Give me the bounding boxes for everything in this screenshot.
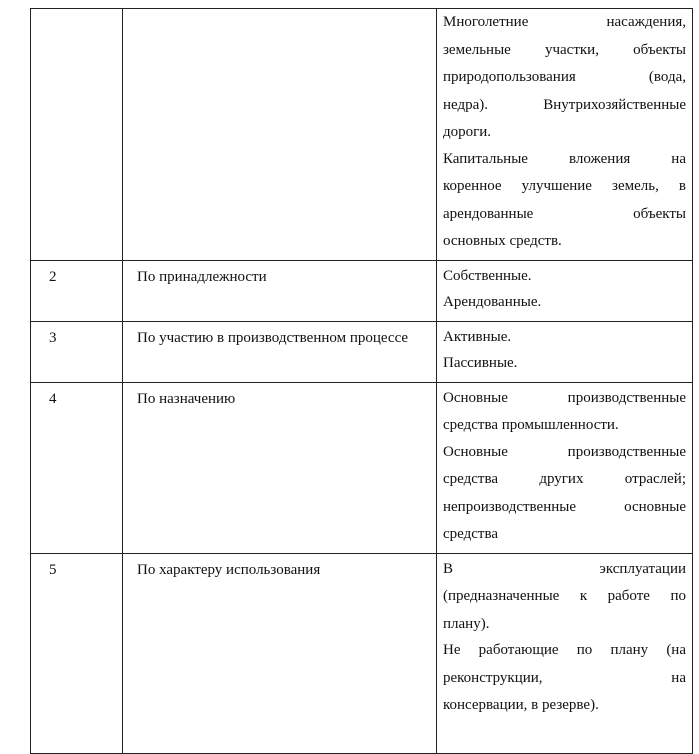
paragraph (443, 324, 686, 352)
text-line: природопользования (вода, (443, 69, 686, 85)
text-line: Не работающие по плану (на (443, 642, 686, 658)
text-line: (предназначенные к работе по (443, 588, 686, 604)
text-line: Основные производственные (443, 443, 686, 460)
text-line: плану). (443, 615, 490, 632)
text-line: средства промышленности. (443, 417, 619, 433)
text-line: средства (443, 526, 499, 542)
text-line: арендованные объекты (443, 205, 686, 222)
types-cell (437, 9, 693, 261)
paragraph (443, 385, 686, 440)
text-line: Арендованные. (443, 294, 542, 310)
text-line: В эксплуатации (443, 560, 686, 577)
table-row (31, 382, 693, 553)
text-line: недра). Внутрихозяйственные (443, 96, 686, 113)
types-cell (437, 382, 693, 553)
text-line: Собственные. (443, 267, 532, 284)
criterion-cell: По характеру использования (123, 553, 437, 753)
row-number-cell: 2 (31, 260, 123, 321)
paragraph (443, 289, 686, 317)
text-line: основных средств. (443, 233, 562, 249)
paragraph (443, 439, 686, 549)
text-line: консервации, в резерве). (443, 697, 599, 713)
text-line: реконструкции, на (443, 669, 686, 686)
row-number-cell: 4 (31, 382, 123, 553)
criterion-cell: По принадлежности (123, 260, 437, 321)
text-line: Многолетние насаждения, (443, 14, 686, 30)
types-cell (437, 321, 693, 382)
text-line: средства других отраслей; (443, 471, 686, 487)
text-line: дороги. (443, 124, 492, 140)
table-row (31, 9, 693, 261)
table-row (31, 321, 693, 382)
paragraph (443, 556, 686, 639)
table-body (31, 9, 693, 754)
text-line: земельные участки, объекты (443, 41, 686, 58)
paragraph (443, 146, 686, 256)
row-number-cell: 3 (31, 321, 123, 382)
text-line: Основные производственные (443, 389, 686, 406)
types-cell (437, 553, 693, 753)
paragraph (443, 9, 686, 147)
paragraph (443, 350, 686, 378)
table-row (31, 553, 693, 753)
paragraph (443, 263, 686, 291)
criterion-cell: По назначению (123, 382, 437, 553)
criterion-cell (123, 9, 437, 261)
text-line: Активные. (443, 328, 512, 345)
row-number-cell (31, 9, 123, 261)
table-row (31, 260, 693, 321)
paragraph (443, 637, 686, 720)
row-number-cell: 5 (31, 553, 123, 753)
text-line: непроизводственные основные (443, 498, 686, 515)
text-line: Пассивные. (443, 355, 518, 371)
text-line: Капитальные вложения на (443, 150, 686, 167)
criterion-cell: По участию в производственном процессе (123, 321, 437, 382)
classification-table (30, 8, 693, 754)
types-cell (437, 260, 693, 321)
text-line: коренное улучшение земель, в (443, 178, 686, 194)
